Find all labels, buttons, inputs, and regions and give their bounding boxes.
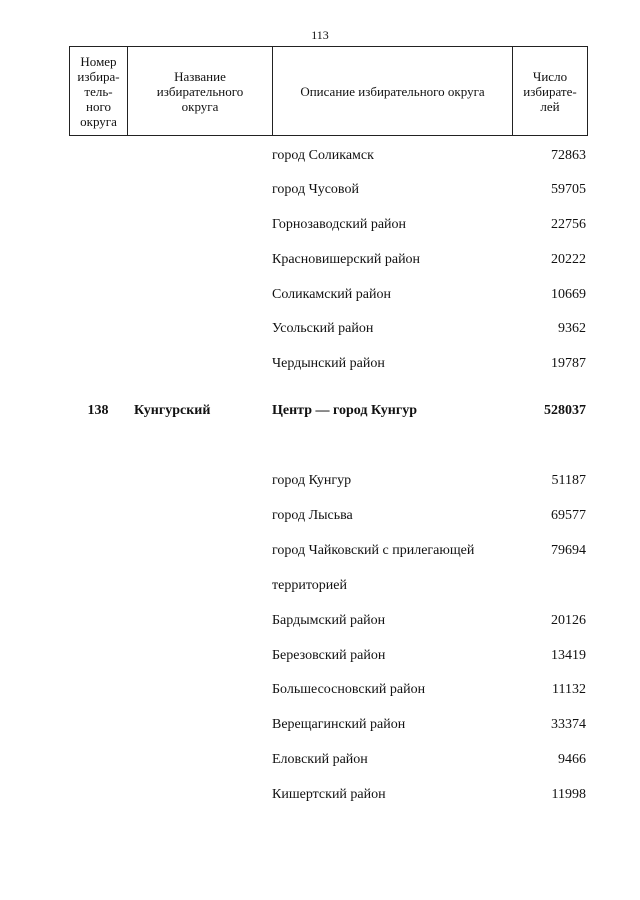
row-count: 22756	[551, 217, 586, 232]
table-row-district-138	[0, 401, 640, 421]
district-name: Кунгурский	[134, 403, 211, 418]
table-row	[0, 611, 640, 631]
header-description: Описание избирательного округа	[273, 47, 513, 136]
row-description: Березовский район	[272, 648, 386, 663]
table-row	[0, 680, 640, 700]
header-number: Номер избира-тель-ного округа	[70, 47, 128, 136]
row-count: 11998	[551, 787, 586, 802]
table-row	[0, 180, 640, 200]
table-row	[0, 285, 640, 305]
table-row	[0, 785, 640, 805]
table-row	[0, 354, 640, 374]
row-description: город Соликамск	[272, 148, 374, 163]
row-description: Бардымский район	[272, 613, 386, 628]
row-count: 51187	[551, 473, 586, 488]
table-row	[0, 576, 640, 596]
table-row	[0, 471, 640, 491]
table-row	[0, 146, 640, 166]
row-description: Еловский район	[272, 752, 368, 767]
page-number: 113	[311, 28, 329, 42]
header-count: Число избирате-лей	[513, 47, 588, 136]
header-name: Название избирательного округа	[128, 47, 273, 136]
table-row	[0, 541, 640, 561]
row-count: 33374	[551, 717, 586, 732]
table-row	[0, 750, 640, 770]
row-description: Чердынский район	[272, 356, 385, 371]
row-count: 10669	[551, 287, 586, 302]
table-row	[0, 250, 640, 270]
row-count: 19787	[551, 356, 586, 371]
row-count: 72863	[551, 148, 586, 163]
row-count: 20126	[551, 613, 586, 628]
row-count: 9362	[558, 321, 586, 336]
table-header	[69, 46, 588, 136]
row-count: 20222	[551, 252, 586, 267]
row-description: город Лысьва	[272, 508, 353, 523]
row-description: Кишертский район	[272, 787, 386, 802]
district-total: 528037	[544, 403, 586, 418]
row-description: город Кунгур	[272, 473, 352, 488]
table-row	[0, 506, 640, 526]
row-count: 59705	[551, 182, 586, 197]
row-description: Красновишерский район	[272, 252, 421, 267]
row-count: 9466	[558, 752, 586, 767]
row-count: 11132	[552, 682, 586, 697]
row-count: 79694	[551, 543, 586, 558]
row-count: 69577	[551, 508, 586, 523]
row-description: территорией	[272, 578, 347, 593]
row-description: Большесосновский район	[272, 682, 426, 697]
row-description: Соликамский район	[272, 287, 391, 302]
table-row	[0, 215, 640, 235]
table-row	[0, 646, 640, 666]
row-description: Горнозаводский район	[272, 217, 407, 232]
row-description: город Чайковский с прилегающей	[272, 543, 475, 558]
row-description: Верещагинский район	[272, 717, 406, 732]
row-description: Усольский район	[272, 321, 374, 336]
district-number: 138	[87, 403, 109, 418]
table-row	[0, 319, 640, 339]
row-description: город Чусовой	[272, 182, 359, 197]
table-row	[0, 715, 640, 735]
row-count: 13419	[551, 648, 586, 663]
district-center: Центр — город Кунгур	[272, 403, 417, 418]
